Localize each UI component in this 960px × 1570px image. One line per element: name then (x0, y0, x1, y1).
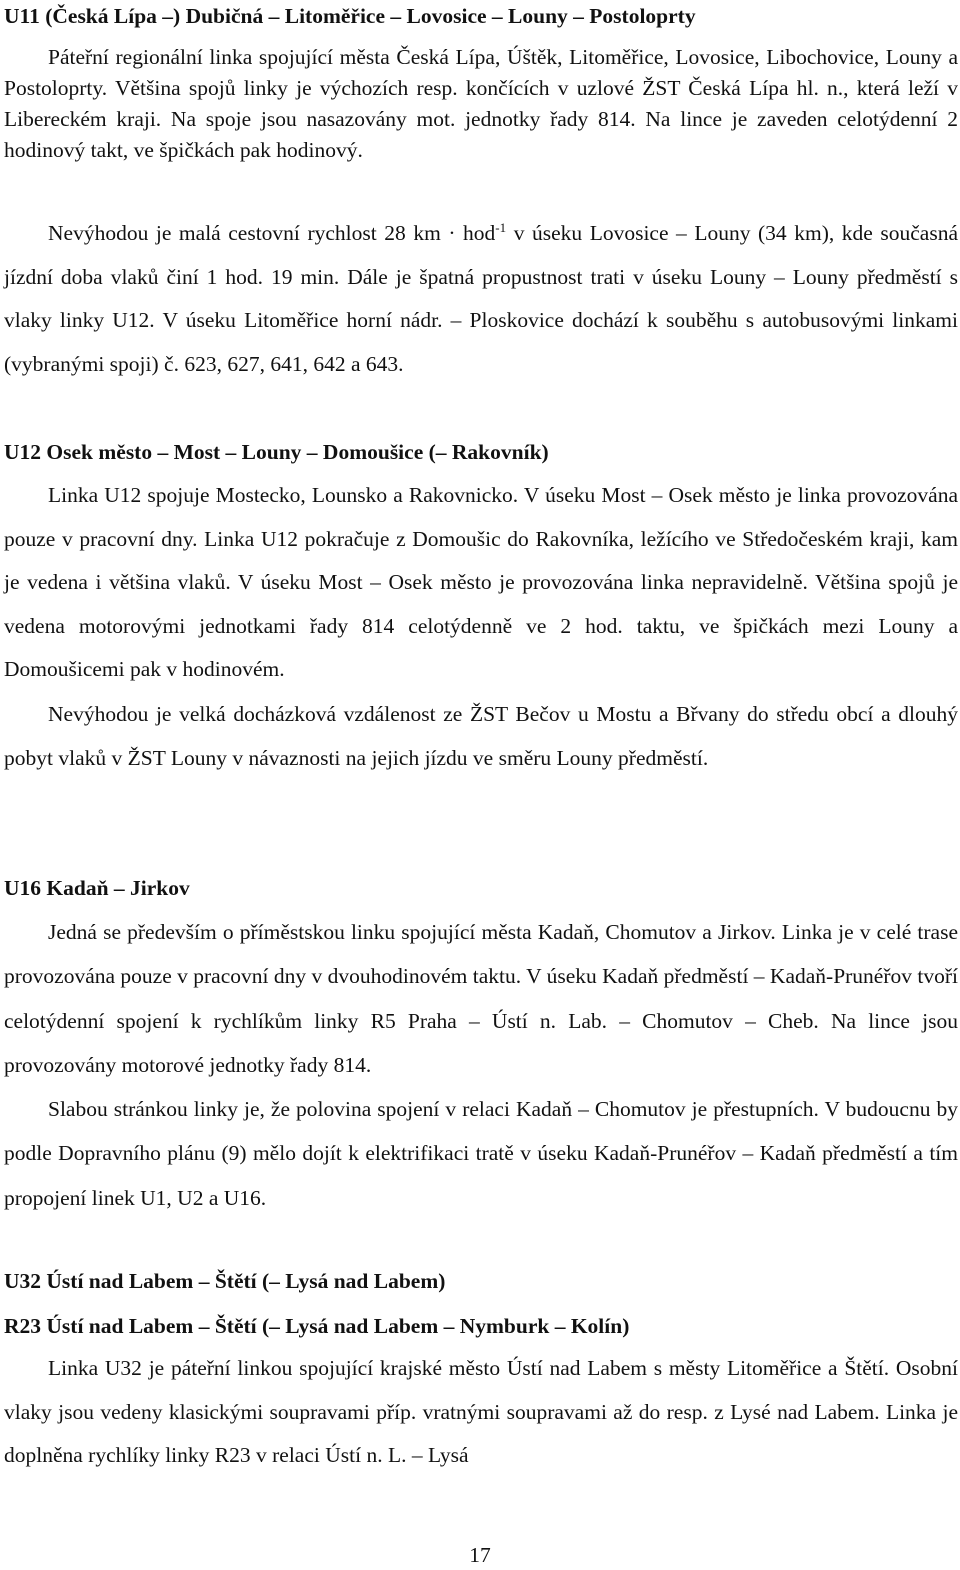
section-heading-r23: R23 Ústí nad Labem – Štětí (– Lysá nad Labem – Nymburk – Kolín) (4, 1314, 630, 1338)
paragraph-u11-drawbacks (4, 212, 958, 386)
paragraph-u16-description: Jedná se především o příměstskou linku spojující města Kadaň, Chomutov a Jirkov. Linka je v celé trase provozována pouze v pracovní dny v dvouhodinovém taktu. V úseku Kadaň předměstí – Kadaň-Prunéřov tvoří celotýdenní spojení k rychlíkům linky R5 Praha – Ústí n. Lab. – Chomutov – Cheb. Na lince jsou provozovány motorové jednotky řady 814. (4, 920, 958, 1077)
paragraph-u32-description: Linka U32 je páteřní linkou spojující krajské město Ústí nad Labem s městy Litoměřice a Štětí. Osobní vlaky jsou vedeny klasickými soupravami příp. vratnými soupravami až do resp. z Lysé nad Labem. Linka je doplněna rychlíky linky R23 v relaci Ústí n. L. – Lysá (4, 1356, 958, 1467)
page-number: 17 (469, 1543, 491, 1567)
superscript: -1 (495, 219, 507, 235)
paragraph-u12-drawbacks: Nevýhodou je velká docházková vzdálenost ze ŽST Bečov u Mostu a Břvany do středu obcí a dlouhý pobyt vlaků v ŽST Louny v návaznosti na jejich jízdu ve směru Louny předměstí. (4, 702, 958, 770)
section-heading-u32: U32 Ústí nad Labem – Štětí (– Lysá nad Labem) (4, 1269, 446, 1293)
text-run: Nevýhodou je malá cestovní rychlost 28 km · hod (48, 221, 496, 245)
paragraph-u11-description: Páteřní regionální linka spojující města Česká Lípa, Úštěk, Litoměřice, Lovosice, Libochovice, Louny a Postoloprty. Většina spojů linky je výchozích resp. končících v uzlové ŽST Česká Lípa hl. n., která leží v Libereckém kraji. Na spoje jsou nasazovány mot. jednotky řady 814. Na lince je zaveden celotýdenní 2 hodinový takt, ve špičkách pak hodinový. (4, 45, 958, 162)
text-run: v úseku Lovosice – Louny (34 km), kde současná jízdní doba vlaků činí 1 hod. 19 min. Dále je špatná propustnost trati v úseku Louny – Louny předměstí s vlaky linky U12. V úseku Litoměřice horní nádr. – Ploskovice dochází k souběhu s autobusovými linkami (vybranými spoji) č. 623, 627, 641, 642 a 643. (4, 221, 958, 376)
paragraph-u16-drawbacks: Slabou stránkou linky je, že polovina spojení v relaci Kadaň – Chomutov je přestupních. V budoucnu by podle Dopravního plánu (9) mělo dojít k elektrifikaci tratě v úseku Kadaň-Prunéřov – Kadaň předměstí a tím propojení linek U1, U2 a U16. (4, 1097, 958, 1210)
paragraph-u12-description: Linka U12 spojuje Mostecko, Lounsko a Rakovnicko. V úseku Most – Osek město je linka provozována pouze v pracovní dny. Linka U12 pokračuje z Domoušic do Rakovníka, ležícího ve Středočeském kraji, kam je vedena i většina vlaků. V úseku Most – Osek město je provozována linka nepravidelně. Většina spojů je vedena motorovými jednotkami řady 814 celotýdenně ve 2 hod. taktu, ve špičkách mezi Louny a Domoušicemi pak v hodinovém. (4, 483, 958, 682)
section-heading-u11: U11 (Česká Lípa –) Dubičná – Litoměřice – Lovosice – Louny – Postoloprty (4, 4, 696, 28)
section-heading-u16: U16 Kadaň – Jirkov (4, 876, 190, 900)
section-heading-u12: U12 Osek město – Most – Louny – Domoušice (– Rakovník) (4, 440, 549, 464)
